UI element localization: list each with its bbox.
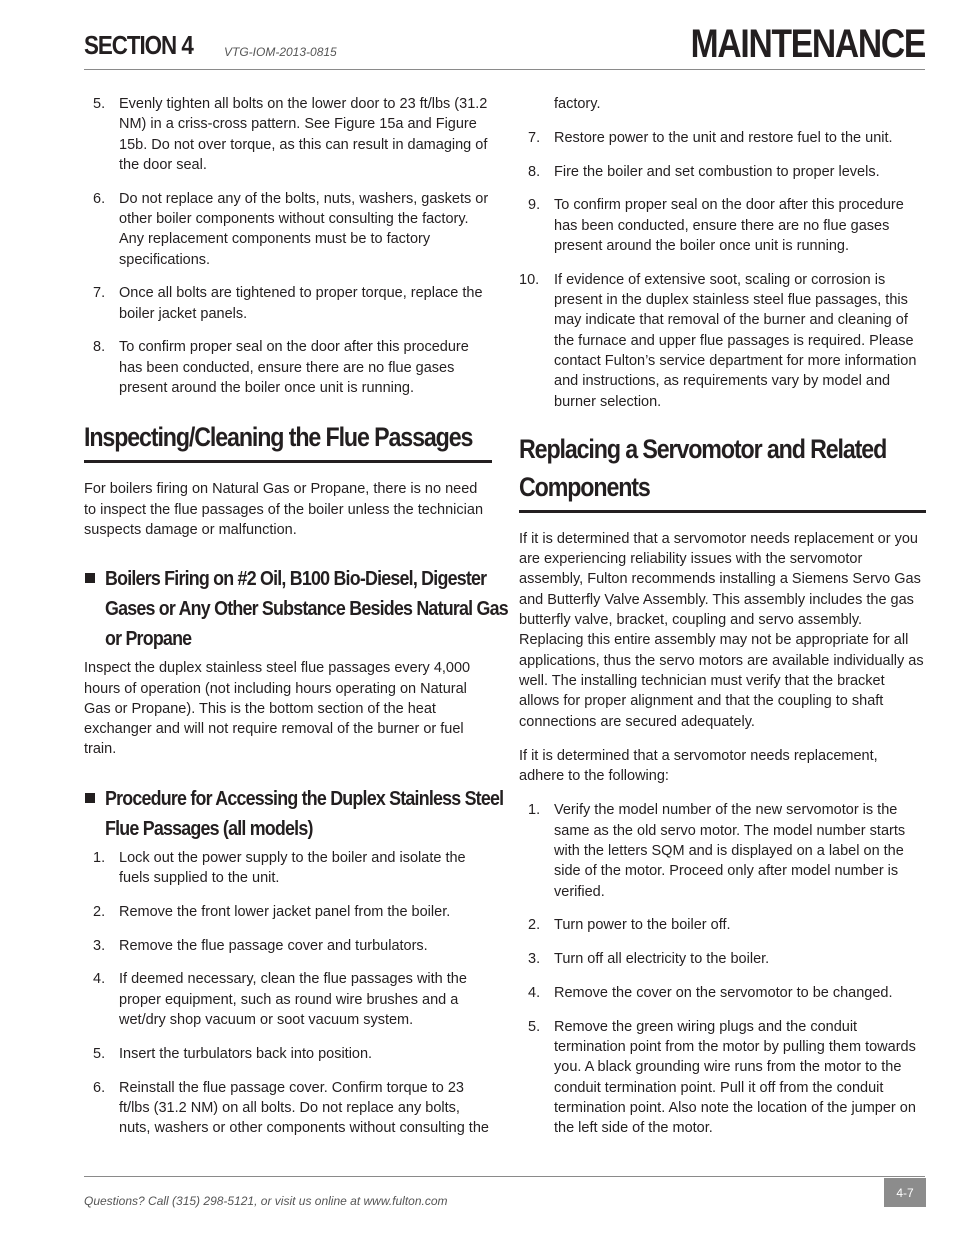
list-item: 2. Remove the front lower jacket panel from the boiler. (93, 903, 451, 920)
servomotor-steps-list (519, 800, 926, 1138)
list-item: 10. If evidence of extensive soot, scaling or corrosion is present in the duplex stainless steel flue passages, this may indicate that removal of the burner and cleaning of the furnace and upper flue passages is required. Please contact Fulton’s service department for more information and instructions, as requirements vary by model and burner selection. (519, 271, 917, 410)
left-column (84, 94, 508, 1152)
flue-intro-paragraph: For boilers firing on Natural Gas or Propane, there is no need to inspect the flue passages of the boiler unless the technician suspects damage or malfunction. (84, 481, 484, 538)
list-item: 5. Remove the green wiring plugs and the conduit termination point from the motor by pulling them towards you. A black grounding wire runs from the motor to the conduit termination point. Pull it off from the conduit termination point. Also note the location of the jumper on the left side of the motor. (528, 1018, 916, 1137)
list-item: 3. Remove the flue passage cover and turbulators. (93, 937, 428, 954)
list-item: 9. To confirm proper seal on the door after this procedure has been conducted, ensure there are no flue gases present around the boiler once unit is running. (528, 197, 904, 254)
section-number: SECTION 4 (84, 30, 193, 60)
restore-steps-list (519, 94, 926, 412)
servomotor-paragraph: If it is determined that a servomotor needs replacement or you are experiencing reliability issues with the servomotor assembly, Fulton recommends installing a Siemens Servo Gas and Butterfly Valve Assembly. This assembly includes the gas butterfly valve, bracket, coupling and servo assembly. Replacing this entire assembly may not be appropriate for all applications, thus the servo motors are available individually as well. The installing technician must verify that the bracket allows for proper alignment and that the coupling to shaft connections are secured adequately. (519, 530, 924, 730)
list-item: 7. Restore power to the unit and restore fuel to the unit. (528, 129, 893, 146)
oil-fired-subheading: Boilers Firing on #2 Oil, B100 Bio-Diesel, Digester Gases or Any Other Substance Besides Natural Gas or Propane (84, 564, 492, 654)
list-item: 4. Remove the cover on the servomotor to be changed. (528, 985, 893, 1001)
list-item: factory. (554, 96, 601, 112)
right-column (519, 94, 926, 1152)
list-item: 2. Turn power to the boiler off. (528, 917, 731, 934)
list-item: 6. Do not replace any of the bolts, nuts, washers, gaskets or other boiler components without consulting the factory. Any replacement components must be to factory specifications. (93, 190, 489, 268)
page-title: MAINTENANCE (690, 22, 925, 66)
list-item: 7. Once all bolts are tightened to proper torque, replace the boiler jacket panels. (93, 285, 483, 322)
list-item: 8. To confirm proper seal on the door after this procedure has been conducted, ensure there are no flue gases present around the boiler once unit is running. (93, 339, 469, 397)
list-item: 5. Insert the turbulators back into position. (93, 1045, 373, 1062)
footer-divider (84, 1176, 925, 1177)
header-divider (84, 69, 925, 70)
page-number: 4-7 (884, 1178, 926, 1207)
list-item: 6. Reinstall the flue passage cover. Confirm torque to 23 ft/lbs (31.2 NM) on all bolts. Do not replace any bolts, nuts, washers or other components without consulting the (93, 1079, 489, 1137)
document-id: VTG-IOM-2013-0815 (224, 45, 337, 59)
footer-contact: Questions? Call (315) 298-5121, or visit us online at www.fulton.com (84, 1194, 448, 1208)
list-item: 3. Turn off all electricity to the boiler. (528, 951, 770, 968)
oil-fired-paragraph: Inspect the duplex stainless steel flue passages every 4,000 hours of operation (not including hours operating on Natural Gas or Propane). This is the bottom section of the heat exchanger and will not require removal of the burner or fuel train. (84, 660, 471, 758)
list-item: 1. Lock out the power supply to the boiler and isolate the fuels supplied to the unit. (93, 849, 466, 887)
list-item: 8. Fire the boiler and set combustion to proper levels. (528, 163, 880, 180)
access-steps-list (84, 848, 492, 1139)
list-item: 4. If deemed necessary, clean the flue passages with the proper equipment, such as round wire brushes and a wet/dry shop vacuum or soot vacuum system. (93, 971, 467, 1029)
bullet-square-icon (85, 573, 95, 583)
bullet-square-icon (85, 793, 95, 803)
list-item: 5. Evenly tighten all bolts on the lower door to 23 ft/lbs (31.2 NM) in a criss-cross pattern. See Figure 15a and Figure 15b. Do not over torque, as this can result in damaging of the door seal. (93, 96, 488, 173)
list-item: 1. Verify the model number of the new servomotor is the same as the old servo motor. The model number starts with the letters SQM and is displayed on a label on the side of the motor. Proceed only after model number is verified. (528, 802, 906, 900)
servomotor-heading: Replacing a Servomotor and Related Components (519, 430, 926, 513)
servomotor-adhere-paragraph: If it is determined that a servomotor needs replacement, adhere to the following: (519, 747, 878, 785)
access-procedure-subheading: Procedure for Accessing the Duplex Stainless Steel Flue Passages (all models) (84, 784, 492, 844)
flue-passages-heading: Inspecting/Cleaning the Flue Passages (84, 418, 492, 463)
section-label (84, 30, 210, 61)
door-steps-list (84, 94, 492, 398)
